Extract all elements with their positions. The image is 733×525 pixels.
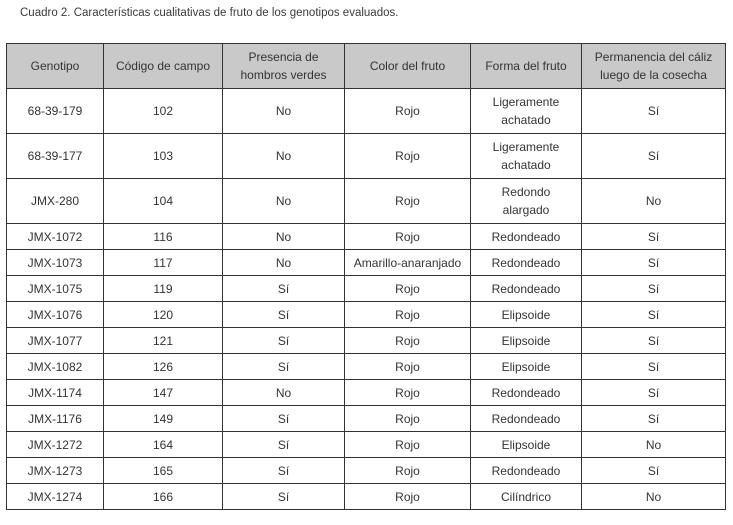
cell-codigo: 121	[104, 328, 223, 354]
cell-color: Rojo	[345, 276, 471, 302]
cell-forma: Redondeado	[471, 250, 582, 276]
cell-forma: Redondeado	[471, 276, 582, 302]
cell-hombros: No	[223, 380, 345, 406]
cell-forma: Redondeado	[471, 406, 582, 432]
cell-genotipo: JMX-1082	[7, 354, 104, 380]
table-row	[7, 224, 726, 250]
cell-codigo: 149	[104, 406, 223, 432]
cell-genotipo: JMX-1273	[7, 458, 104, 484]
cell-genotipo: 68-39-177	[7, 134, 104, 179]
cell-codigo: 116	[104, 224, 223, 250]
cell-hombros: No	[223, 89, 345, 134]
cell-hombros: Sí	[223, 276, 345, 302]
cell-color: Rojo	[345, 380, 471, 406]
cell-forma: Elipsoide	[471, 354, 582, 380]
cell-codigo: 104	[104, 179, 223, 224]
cell-hombros: Sí	[223, 432, 345, 458]
cell-caliz: Sí	[582, 406, 726, 432]
table-header-row	[7, 44, 726, 89]
table-row	[7, 380, 726, 406]
table-row	[7, 89, 726, 134]
table-row	[7, 328, 726, 354]
cell-caliz: No	[582, 179, 726, 224]
cell-caliz: Sí	[582, 458, 726, 484]
cell-hombros: Sí	[223, 458, 345, 484]
table-row	[7, 484, 726, 510]
cell-codigo: 119	[104, 276, 223, 302]
cell-forma: Redondeado	[471, 458, 582, 484]
table-row	[7, 250, 726, 276]
cell-color: Rojo	[345, 302, 471, 328]
cell-genotipo: JMX-280	[7, 179, 104, 224]
cell-color: Rojo	[345, 432, 471, 458]
header-genotipo: Genotipo	[7, 44, 104, 89]
cell-caliz: No	[582, 484, 726, 510]
header-forma: Forma del fruto	[471, 44, 582, 89]
cell-color: Rojo	[345, 89, 471, 134]
cell-codigo: 147	[104, 380, 223, 406]
cell-genotipo: JMX-1174	[7, 380, 104, 406]
cell-forma: Ligeramente achatado	[471, 134, 582, 179]
cell-codigo: 164	[104, 432, 223, 458]
cell-codigo: 102	[104, 89, 223, 134]
cell-caliz: Sí	[582, 380, 726, 406]
cell-codigo: 120	[104, 302, 223, 328]
cell-genotipo: JMX-1075	[7, 276, 104, 302]
header-color: Color del fruto	[345, 44, 471, 89]
cell-codigo: 166	[104, 484, 223, 510]
cell-hombros: No	[223, 179, 345, 224]
table-row	[7, 458, 726, 484]
genotype-table	[6, 43, 726, 510]
cell-color: Rojo	[345, 224, 471, 250]
cell-forma: Elipsoide	[471, 328, 582, 354]
cell-caliz: No	[582, 432, 726, 458]
cell-hombros: Sí	[223, 406, 345, 432]
cell-hombros: Sí	[223, 484, 345, 510]
cell-genotipo: JMX-1076	[7, 302, 104, 328]
cell-caliz: Sí	[582, 134, 726, 179]
cell-color: Rojo	[345, 134, 471, 179]
header-caliz: Permanencia del cáliz luego de la cosecha	[582, 44, 726, 89]
cell-codigo: 165	[104, 458, 223, 484]
table-row	[7, 406, 726, 432]
table-row	[7, 134, 726, 179]
cell-forma: Redondeado	[471, 380, 582, 406]
cell-codigo: 103	[104, 134, 223, 179]
cell-forma: Ligeramente achatado	[471, 89, 582, 134]
cell-color: Rojo	[345, 328, 471, 354]
table-row	[7, 432, 726, 458]
cell-forma: Redondo alargado	[471, 179, 582, 224]
cell-caliz: Sí	[582, 89, 726, 134]
cell-color: Rojo	[345, 354, 471, 380]
cell-color: Rojo	[345, 458, 471, 484]
cell-hombros: Sí	[223, 328, 345, 354]
cell-caliz: Sí	[582, 250, 726, 276]
cell-hombros: No	[223, 224, 345, 250]
header-codigo: Código de campo	[104, 44, 223, 89]
cell-genotipo: JMX-1176	[7, 406, 104, 432]
cell-caliz: Sí	[582, 302, 726, 328]
cell-genotipo: JMX-1072	[7, 224, 104, 250]
cell-genotipo: JMX-1272	[7, 432, 104, 458]
cell-codigo: 126	[104, 354, 223, 380]
cell-color: Rojo	[345, 406, 471, 432]
cell-codigo: 117	[104, 250, 223, 276]
cell-hombros: Sí	[223, 354, 345, 380]
cell-forma: Cilíndrico	[471, 484, 582, 510]
cell-forma: Elipsoide	[471, 302, 582, 328]
cell-caliz: Sí	[582, 354, 726, 380]
table-caption: Cuadro 2. Características cualitativas de fruto de los genotipos evaluados.	[20, 7, 399, 19]
header-hombros: Presencia de hombros verdes	[223, 44, 345, 89]
table-row	[7, 276, 726, 302]
cell-caliz: Sí	[582, 224, 726, 250]
table-row	[7, 302, 726, 328]
cell-caliz: Sí	[582, 276, 726, 302]
cell-hombros: Sí	[223, 302, 345, 328]
cell-genotipo: JMX-1274	[7, 484, 104, 510]
cell-caliz: Sí	[582, 328, 726, 354]
cell-genotipo: JMX-1077	[7, 328, 104, 354]
cell-color: Rojo	[345, 179, 471, 224]
cell-forma: Redondeado	[471, 224, 582, 250]
cell-genotipo: 68-39-179	[7, 89, 104, 134]
cell-color: Amarillo-anaranjado	[345, 250, 471, 276]
cell-hombros: No	[223, 250, 345, 276]
cell-hombros: No	[223, 134, 345, 179]
cell-color: Rojo	[345, 484, 471, 510]
cell-genotipo: JMX-1073	[7, 250, 104, 276]
table-row	[7, 354, 726, 380]
table-row	[7, 179, 726, 224]
cell-forma: Elipsoide	[471, 432, 582, 458]
